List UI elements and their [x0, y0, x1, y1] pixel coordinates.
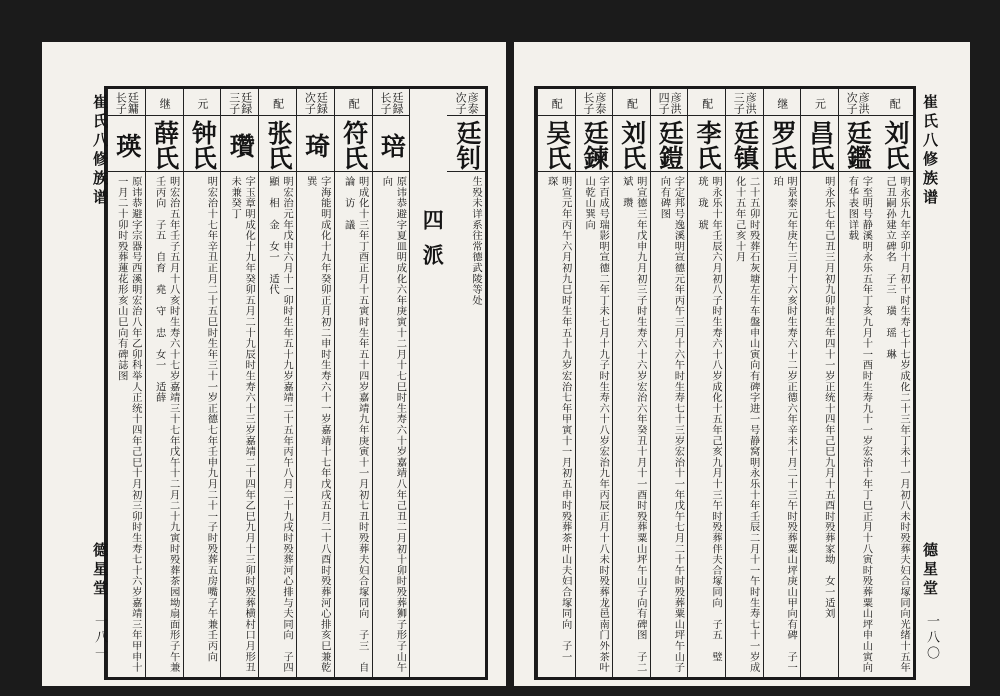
biography-text: 明成化十三年丁酉正月十五寅时生年五十四岁嘉靖九年庚寅十一月初七丑时殁葬夫妇合塚同向 子三 自論 访 議 [342, 176, 369, 673]
genealogy-entry [875, 89, 913, 677]
person-name: 琦 [297, 116, 334, 172]
person-name: 刘氏 [613, 116, 650, 172]
genealogy-entry [838, 89, 876, 677]
biography-text: 字玉章明成化十九年癸卯五月二十九辰时生寿六十三岁嘉靖二十四年乙巳九月十三卯时殁葬横村口月形丑未兼癸丁 [229, 176, 256, 673]
relation-label: 继 [146, 89, 183, 116]
right-genealogy-table [534, 86, 916, 684]
genealogy-entry [725, 89, 763, 677]
genealogy-entry [220, 89, 258, 677]
person-name: 廷镇 [726, 116, 763, 172]
biography-text: 字定邦号逸溪明宣德元年丙午三月十六午时生寿七十三岁宏治十一年戊午七月二十午时殁葬粟山坪午山子向有碑图 [658, 176, 685, 673]
relation-label: 继 [764, 89, 801, 116]
person-name: 符氏 [335, 116, 372, 172]
book-title: 崔氏八修族谱 [921, 94, 939, 208]
biography-text: 明宏治十七年辛丑正月二十五巳时生年三十一岁正德七年壬申九月二十一子时殁葬五房嘴子午兼壬丙向 [205, 176, 218, 662]
biography-text: 明宣元年丙午六月初九巳时生年五十九岁宏治七年甲寅十一月初五申时殁葬茶叶山夫妇合塚同向 子一 琛 [545, 176, 572, 673]
section-column [409, 89, 447, 677]
relation-label: 彦泰长子 [576, 89, 613, 116]
section-heading: 四派 [420, 209, 446, 279]
biography-text: 明永乐九年辛卯十月初十时生寿七十七岁成化二十三年丁未十一月初八未时殁葬夫妇合塚同向光绪十五年己丑嗣孙建立碑名 子三 璜 瑶 琳 [883, 176, 910, 673]
biography-text: 明宏治元年戊申六月十一卯时生年五十九岁嘉靖二十五年丙午八月二十九戌时殁葬河心排与夫同向 子四 顯 相 金 女一 适代 [266, 176, 293, 684]
person-name: 钟氏 [184, 116, 221, 172]
relation-label: 配 [335, 89, 372, 116]
relation-label: 配 [259, 89, 296, 116]
genealogy-entry [612, 89, 650, 684]
publisher-name: 德星堂 [91, 542, 109, 599]
relation-label: 廷録次子 [297, 89, 334, 116]
person-name: 吴氏 [538, 116, 575, 172]
genealogy-entry [687, 89, 725, 677]
biography-text: 原讳恭避字宗器号西溪明宏治八年乙卯科举人正统十四年己巳十月初三卯时生寿七十六岁嘉靖三年甲申十一月二十卯时殁葬蓮花形亥山巳向有碑誌图 [115, 176, 142, 673]
genealogy-entry [145, 89, 183, 677]
biography-text: 明宣德三年戊申九月初三子时生寿六十六岁宏治六年癸丑十月十一酉时殁葬粟山坪午山子向有碑图 子二 斌 瓒 [620, 176, 647, 684]
page-number: 一八〇 [924, 614, 939, 662]
relation-label: 配 [538, 89, 575, 116]
genealogy-entry [296, 89, 334, 677]
relation-label: 彦洪四子 [651, 89, 688, 116]
genealogy-entry [258, 89, 296, 684]
person-name: 琣 [373, 116, 410, 172]
person-name: 廷鎧 [651, 116, 688, 172]
book-title: 崔氏八修族谱 [91, 94, 109, 208]
genealogy-entry [650, 89, 688, 677]
biography-text: 字至明号静溪明永乐五年丁亥九月十一酉时生寿九十一岁宏治十年丁巳正月十八寅时殁葬粟山坪申山寅向有华表图详载 [846, 176, 873, 673]
left-genealogy-table [104, 86, 488, 684]
relation-label: 配 [688, 89, 725, 116]
genealogy-entry [334, 89, 372, 677]
relation-label: 元 [801, 89, 838, 116]
relation-label: 彦洪三子 [726, 89, 763, 116]
right-page [514, 42, 970, 686]
genealogy-entry [372, 89, 410, 677]
person-name: 薛氏 [146, 116, 183, 172]
person-name: 廷鍊 [576, 116, 613, 172]
person-name: 廷鑑 [839, 116, 876, 172]
genealogy-entry [763, 89, 801, 684]
biography-text: 字海能明成化十九年癸卯正月初二申时生寿六十一岁嘉靖十七年戊戌五月二十八酉时殁葬河心排亥巳兼乾巽 [304, 176, 331, 673]
person-name: 刘氏 [875, 116, 913, 172]
relation-label: 廷録长子 [373, 89, 410, 116]
relation-label: 元 [184, 89, 221, 116]
person-name: 昌氏 [801, 116, 838, 172]
biography-text: 明景泰元年庚午三月十六亥时生寿六十二岁正德六年辛未十月二十三午时殁葬粟山坪庚山甲向有碑 子一 珀 [771, 176, 798, 684]
person-name: 廷钊 [447, 116, 485, 172]
person-name: 张氏 [259, 116, 296, 172]
genealogy-entry [575, 89, 613, 677]
genealogy-entry [183, 89, 221, 677]
relation-label: 彦洪次子 [839, 89, 876, 116]
biography-text: 字百成号瑞影明宣德二年丁未七月十九子时生寿六十八岁宏治九年丙辰正月十八未时殁葬龙邑南门外茶叶山乾山巽向 [583, 176, 610, 673]
biography-text: 明永乐七年己丑三月初九卯时生年四十一岁正统十四年己巳九月十五酉时殁葬家坳 女一适刘 [822, 176, 835, 619]
relation-label: 廷録三子 [221, 89, 258, 116]
person-name: 瓚 [221, 116, 258, 172]
biography-text: 生殁未详系往常德武陵等处 [469, 176, 482, 306]
relation-label: 廷鏞长子 [108, 89, 145, 116]
page-number: 一八一 [92, 614, 107, 662]
genealogy-entry [447, 89, 485, 677]
relation-label: 彦泰次子 [447, 89, 485, 116]
genealogy-entry [537, 89, 575, 677]
biography-text: 原讳恭避字夏皿明成化六年庚寅十二月十七巳时生寿六十岁嘉靖八年己丑二月初十卯时殁葬狮子形子山午向 [380, 176, 407, 673]
genealogy-entry [800, 89, 838, 677]
person-name: 罗氏 [764, 116, 801, 172]
biography-text: 二十五卯时殁葬石灰塘左牛车盤申山寅向有碑字进一号静窝明永乐十年壬辰二月十一午时生寿七十一岁成化十五年己亥十月 [733, 176, 760, 673]
relation-label: 配 [613, 89, 650, 116]
left-page [42, 42, 506, 686]
publisher-name: 德星堂 [921, 542, 939, 599]
genealogy-entry [107, 89, 145, 677]
person-name: 瑛 [108, 116, 145, 172]
biography-text: 明永乐十年壬辰六月初八子时生寿六十八岁成化十五年己亥九月十三午时殁葬伴夫合塚同向 子五 璧 珖 珑 琥 [695, 176, 722, 673]
person-name: 李氏 [688, 116, 725, 172]
relation-label: 配 [875, 89, 913, 116]
biography-text: 明宏治五年壬子五月十八亥时生寿六十七岁嘉靖三十七年戊午十二月二十九寅时殁葬茶园坳扇面形子午兼壬丙向 子五 自育 堯 守 忠 女一 适薛 [153, 176, 180, 673]
